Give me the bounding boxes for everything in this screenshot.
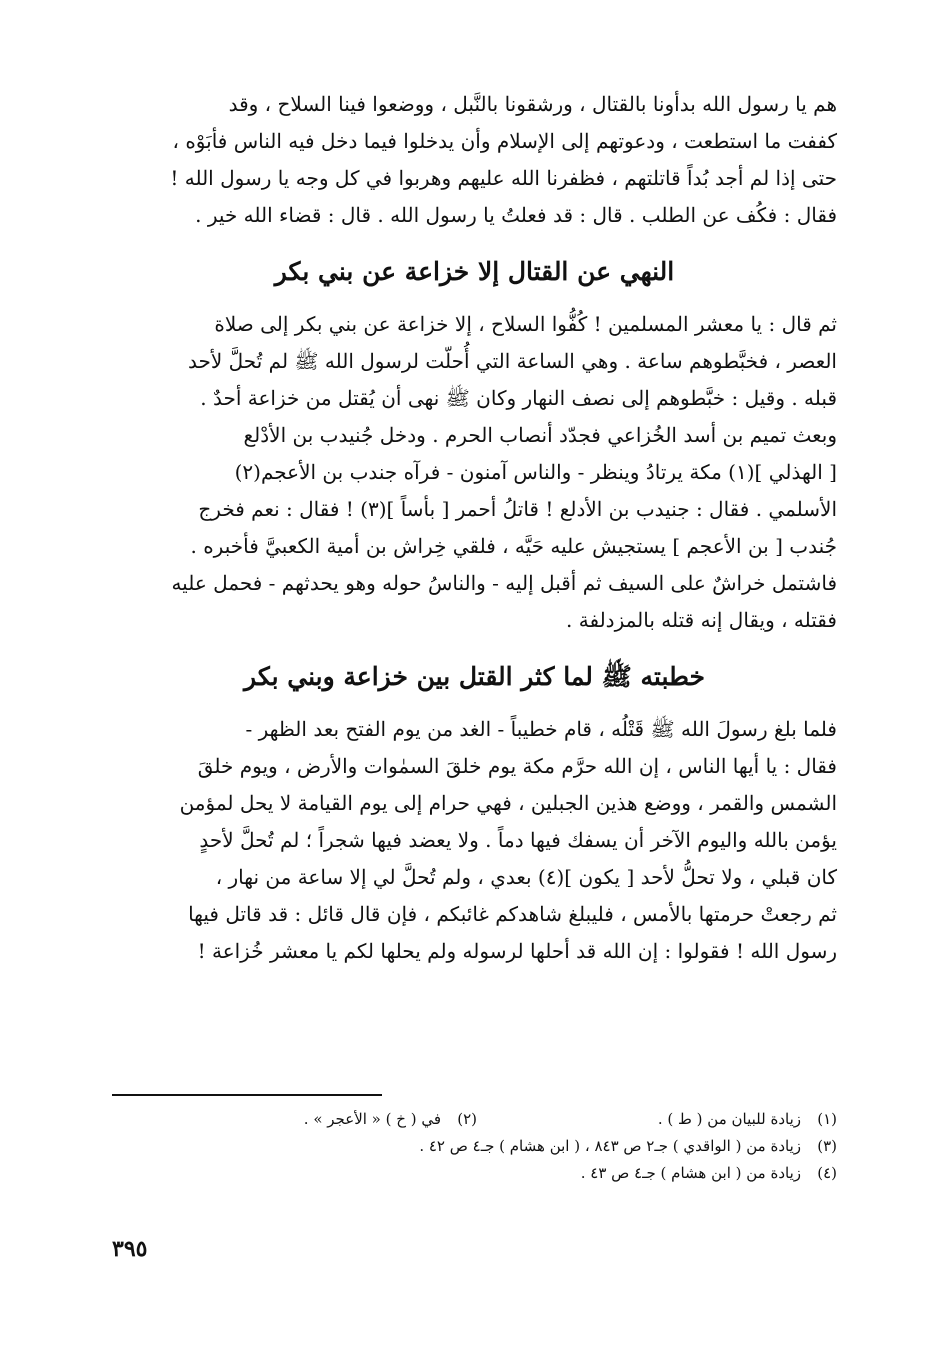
text-line: العصر ، فخبَّطوهم ساعة . وهي الساعة التي أُحلّت لرسول الله ﷺ لم تُحلَّ لأحد [188,349,837,373]
footnote-number: (١) [817,1110,837,1128]
text-line: ثم قال : يا معشر المسلمين ! كُفُّوا السلاح ، إلا خزاعة عن بني بكر إلى صلاة [214,312,837,336]
footnote-3 [419,1133,837,1160]
text-line: [ الهذلي ](١) مكة يرتادُ وينظر - والناس آمنون - فرآه جندب بن الأعجم(٢) [234,460,837,484]
text-line: كففت ما استطعت ، ودعوتهم إلى الإسلام وأن يدخلوا فيما دخل فيه الناس فأبَوْه ، [172,129,837,153]
text-line: كان قبلي ، ولا تحلُّ لأحد [ يكون ](٤) بعدي ، ولم تُحلَّ لي إلا ساعة من نهار ، [215,865,837,889]
text-line: الشمس والقمر ، ووضع هذين الجبلين ، فهي حرام إلى يوم القيامة لا يحل لمؤمن [179,791,837,815]
footnote-text: في ( خ ) « الأعجر » . [303,1110,441,1128]
page-body [112,86,837,970]
paragraph-1 [112,86,837,234]
footnote-row [112,1160,837,1187]
footnote-number: (٣) [817,1137,837,1155]
text-line: حتى إذا لم أجد بُداً قاتلتهم ، فظفرنا الله عليهم وهربوا في كل وجه يا رسول الله ! [170,166,837,190]
text-line: هم يا رسول الله بدأونا بالقتال ، ورشقونا بالنَّبل ، ووضعوا فينا السلاح ، وقد [228,92,837,116]
footnote-2 [304,1106,477,1133]
text-line: قبله . وقيل : خبَّطوهم إلى نصف النهار وكان ﷺ نهى أن يُقتل من خزاعة أحدٌ . [200,386,837,410]
section-heading-2: خطبته ﷺ لما كثر القتل بين خزاعة وبني بكر [244,662,705,691]
text-line: يؤمن بالله واليوم الآخر أن يسفك فيها دماً . ولا يعضد فيها شجراً ؛ لم تُحلَّ لأحدٍ [199,828,837,852]
footnote-text: زيادة للبيان من ( ط ) . [657,1110,801,1128]
footnote-number: (٤) [817,1164,837,1182]
footnotes [112,1106,837,1187]
footnote-row [112,1106,837,1133]
paragraph-2 [112,306,837,639]
section-heading-1: النهي عن القتال إلا خزاعة عن بني بكر [274,257,675,286]
text-line: فقال : يا أيها الناس ، إن الله حرَّم مكة يوم خلقَ السمٰوات والأرض ، ويوم خلقَ [197,754,837,778]
text-line: فاشتمل خراشٌ على السيف ثم أقبل إليه - والناسُ حوله وهو يحدثهم - فحمل عليه [171,571,837,595]
text-line: فقال : فكُف عن الطلب . قال : قد فعلتُ يا رسول الله . قال : قضاء الله خير . [195,203,837,227]
text-line: فلما بلغ رسولَ الله ﷺ قَتْلُه ، قام خطيباً - الغد من يوم الفتح بعد الظهر - [245,717,837,741]
paragraph-3 [112,711,837,970]
footnote-text: زيادة من ( ابن هشام ) جـ٤ ص ٤٣ . [580,1164,801,1182]
text-line: جُندب [ بن الأعجم ] يستجيش عليه حَيَّه ، فلقي خِراش بن أمية الكعبيَّ فأخبره . [190,534,837,558]
footnote-text: زيادة من ( الواقدي ) جـ٢ ص ٨٤٣ ، ( ابن هشام ) جـ٤ ص ٤٢ . [419,1137,801,1155]
footnote-divider [112,1094,382,1096]
text-line: فقتله ، ويقال إنه قتله بالمزدلفة . [566,608,837,632]
text-line: وبعث تميم بن أسد الخُزاعي فجدّد أنصاب الحرم . ودخل جُنيدب بن الأدْلع [243,423,837,447]
text-line: الأسلمي . فقال : جنيدب بن الأدلع ! قاتلُ أحمر [ بأساً ](٣) ! فقال : نعم فخرج [198,497,837,521]
page-number: ٣٩٥ [112,1236,148,1262]
footnote-number: (٢) [457,1110,477,1128]
text-line: ثم رجعتْ حرمتها بالأمس ، فليبلغ شاهدكم غائبكم ، فإن قال قائل : قد قاتل فيها [188,902,837,926]
footnote-4 [581,1160,837,1187]
footnote-row [112,1133,837,1160]
text-line: رسول الله ! فقولوا : إن الله قد أحلها لرسوله ولم يحلها لكم يا معشر خُزاعة ! [197,939,837,963]
footnote-1 [477,1106,837,1133]
